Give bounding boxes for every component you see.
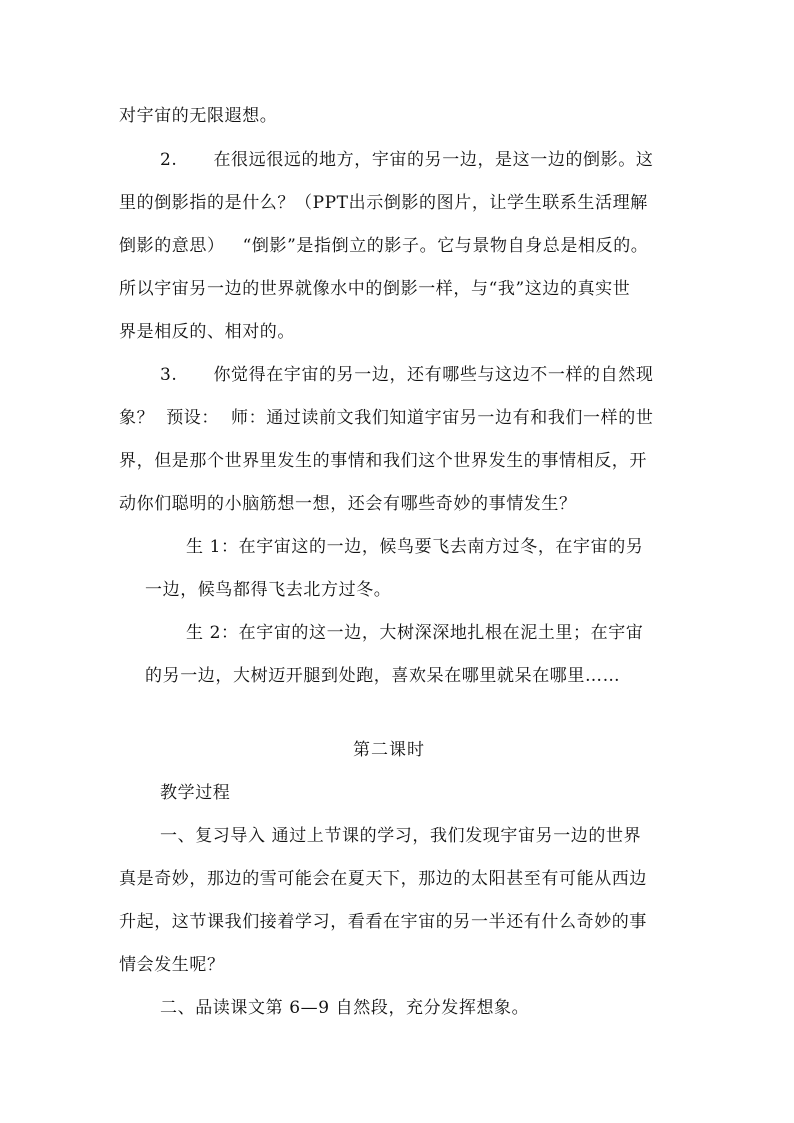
text-line: 倒影的意思） “倒影”是指倒立的影子。它与景物自身总是相反的。 [119,236,649,256]
text-line: 对宇宙的无限遐想。 [119,106,278,126]
text-line: 所以宇宙另一边的世界就像水中的倒影一样，与“我”这边的真实世 [119,279,631,299]
section-title: 第二课时 [353,740,425,760]
text-line: 界是相反的、相对的。 [119,322,295,342]
text-line: 一边，候鸟都得飞去北方过冬。 [145,580,392,600]
text-line: 情会发生呢？ [119,955,225,975]
text-line: 2. 在很远很远的地方，宇宙的另一边，是这一边的倒影。这 [160,150,654,170]
text-line: 的另一边，大树迈开腿到处跑，喜欢呆在哪里就呆在哪里…… [145,666,621,686]
text-line: 3. 你觉得在宇宙的另一边，还有哪些与这边不一样的自然现 [160,365,654,385]
text-line: 真是奇妙，那边的雪可能会在夏天下，那边的太阳甚至有可能从西边 [119,869,647,889]
text-line: 里的倒影指的是什么？（PPT出示倒影的图片，让学生联系生活理解 [119,193,648,213]
text-line: 象？ 预设： 师：通过读前文我们知道宇宙另一边有和我们一样的世 [119,408,654,428]
text-line: 一、复习导入 通过上节课的学习，我们发现宇宙另一边的世界 [160,826,642,846]
text-line: 界，但是那个世界里发生的事情和我们这个世界发生的事情相反，开 [119,451,647,471]
text-line: 动你们聪明的小脑筋想一想，还会有哪些奇妙的事情发生？ [119,494,577,514]
text-line: 教学过程 [160,783,231,803]
text-line: 二、品读课文第 6—9 自然段，充分发挥想象。 [160,998,530,1018]
text-line: 生 2：在宇宙的这一边，大树深深地扎根在泥土里；在宇宙 [186,623,644,643]
text-line: 生 1：在宇宙这的一边，候鸟要飞去南方过冬，在宇宙的另 [186,537,644,557]
text-line: 升起，这节课我们接着学习，看看在宇宙的另一半还有什么奇妙的事 [119,912,647,932]
